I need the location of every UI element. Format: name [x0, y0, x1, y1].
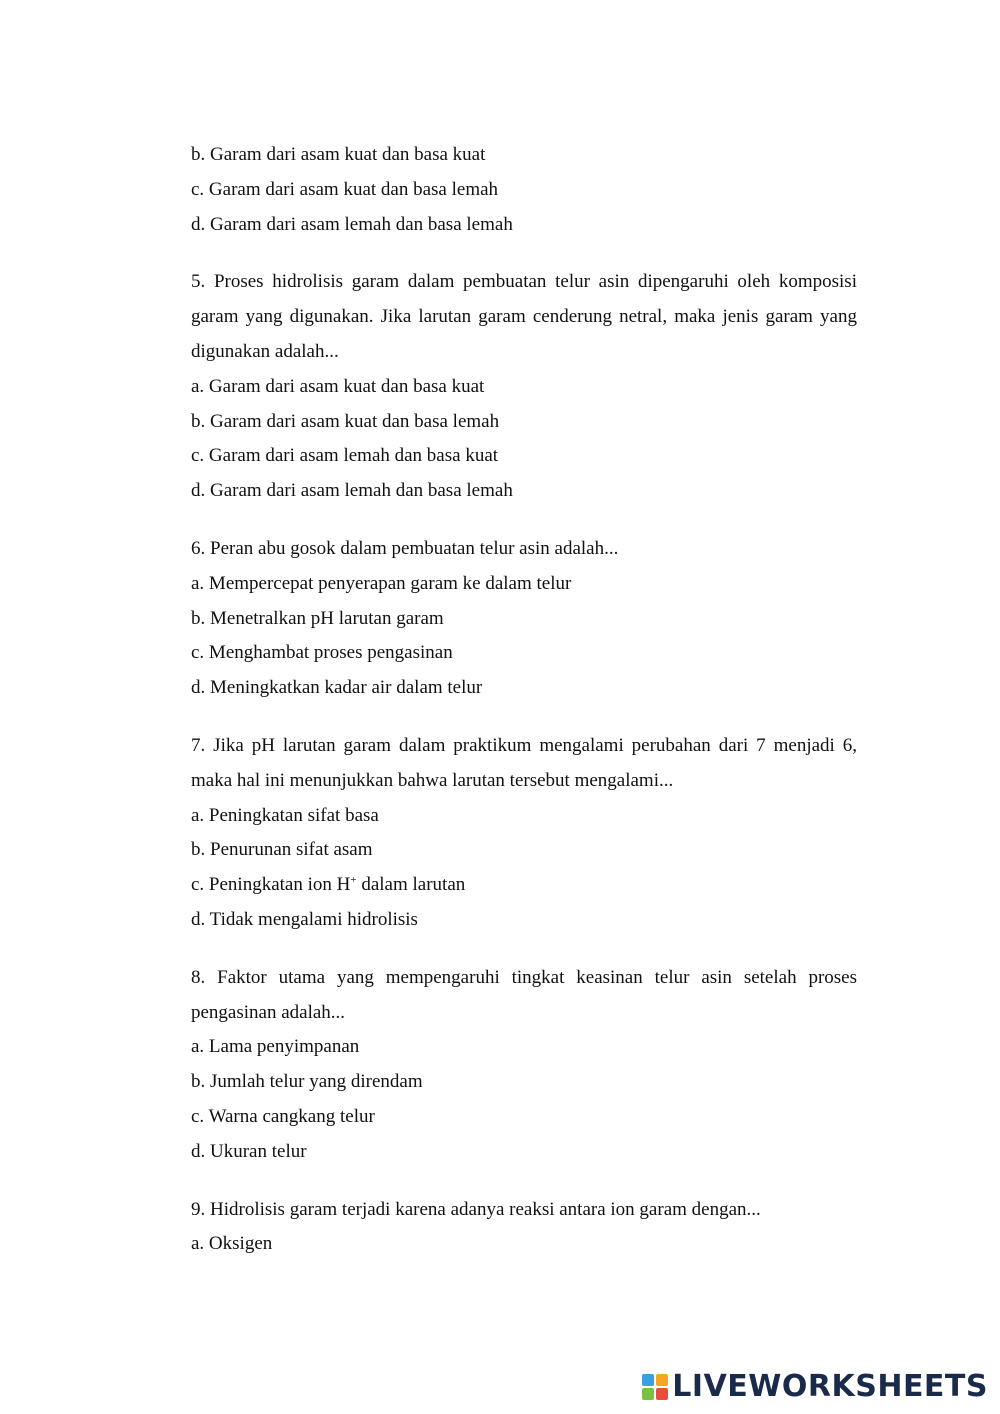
q6-question: 6. Peran abu gosok dalam pembuatan telur asin adalah...: [191, 537, 619, 559]
q8-question: 8. Faktor utama yang mempengaruhi tingkat keasinan telur asin setelah proses pengasinan adalah...: [191, 966, 857, 1023]
liveworksheets-logo-text: LIVEWORKSHEETS: [672, 1369, 988, 1404]
q7-option-b: b. Penurunan sifat asam: [191, 839, 373, 861]
q5-option-b: b. Garam dari asam kuat dan basa lemah: [191, 410, 500, 432]
q4-option-c: c. Garam dari asam kuat dan basa lemah: [191, 178, 499, 200]
q5-option-a: a. Garam dari asam kuat dan basa kuat: [191, 375, 485, 397]
q9-option-a: a. Oksigen: [191, 1233, 273, 1255]
logo-square-3: [642, 1388, 654, 1400]
worksheet-page: [191, 138, 857, 1262]
q9-question: 9. Hidrolisis garam terjadi karena adanya reaksi antara ion garam dengan...: [191, 1198, 761, 1220]
q6-option-c: c. Menghambat proses pengasinan: [191, 642, 453, 664]
q8-option-d: d. Ukuran telur: [191, 1140, 307, 1162]
q7-option-c-superscript: +: [350, 874, 357, 887]
liveworksheets-logo[interactable]: [642, 1369, 988, 1404]
logo-square-4: [656, 1388, 668, 1400]
q6-option-b: b. Menetralkan pH larutan garam: [191, 607, 444, 629]
q4-option-d: d. Garam dari asam lemah dan basa lemah: [191, 213, 513, 235]
q5-question: 5. Proses hidrolisis garam dalam pembuatan telur asin dipengaruhi oleh komposisi garam yang digunakan. Jika larutan garam cenderung netral, maka jenis garam yang digunakan adalah...: [191, 271, 857, 362]
q4-option-b: b. Garam dari asam kuat dan basa kuat: [191, 144, 486, 165]
q7-option-c: [191, 868, 857, 903]
liveworksheets-logo-icon: [642, 1374, 668, 1400]
q8-option-b: b. Jumlah telur yang direndam: [191, 1071, 423, 1093]
q7-option-a: a. Peningkatan sifat basa: [191, 804, 379, 826]
q6-option-d: d. Meningkatkan kadar air dalam telur: [191, 677, 483, 699]
logo-square-2: [656, 1374, 668, 1386]
q8-option-a: a. Lama penyimpanan: [191, 1036, 360, 1058]
q8-option-c: c. Warna cangkang telur: [191, 1105, 375, 1127]
q6-option-a: a. Mempercepat penyerapan garam ke dalam telur: [191, 572, 572, 594]
q7-option-c-text-end: dalam larutan: [356, 874, 466, 896]
q7-option-c-text: c. Peningkatan ion H: [191, 874, 351, 896]
logo-square-1: [642, 1374, 654, 1386]
q7-option-d: d. Tidak mengalami hidrolisis: [191, 908, 418, 930]
q7-question: 7. Jika pH larutan garam dalam praktikum mengalami perubahan dari 7 menjadi 6, maka hal ini menunjukkan bahwa larutan tersebut mengalami...: [191, 734, 857, 791]
q5-option-c: c. Garam dari asam lemah dan basa kuat: [191, 445, 499, 467]
q5-option-d: d. Garam dari asam lemah dan basa lemah: [191, 480, 513, 502]
